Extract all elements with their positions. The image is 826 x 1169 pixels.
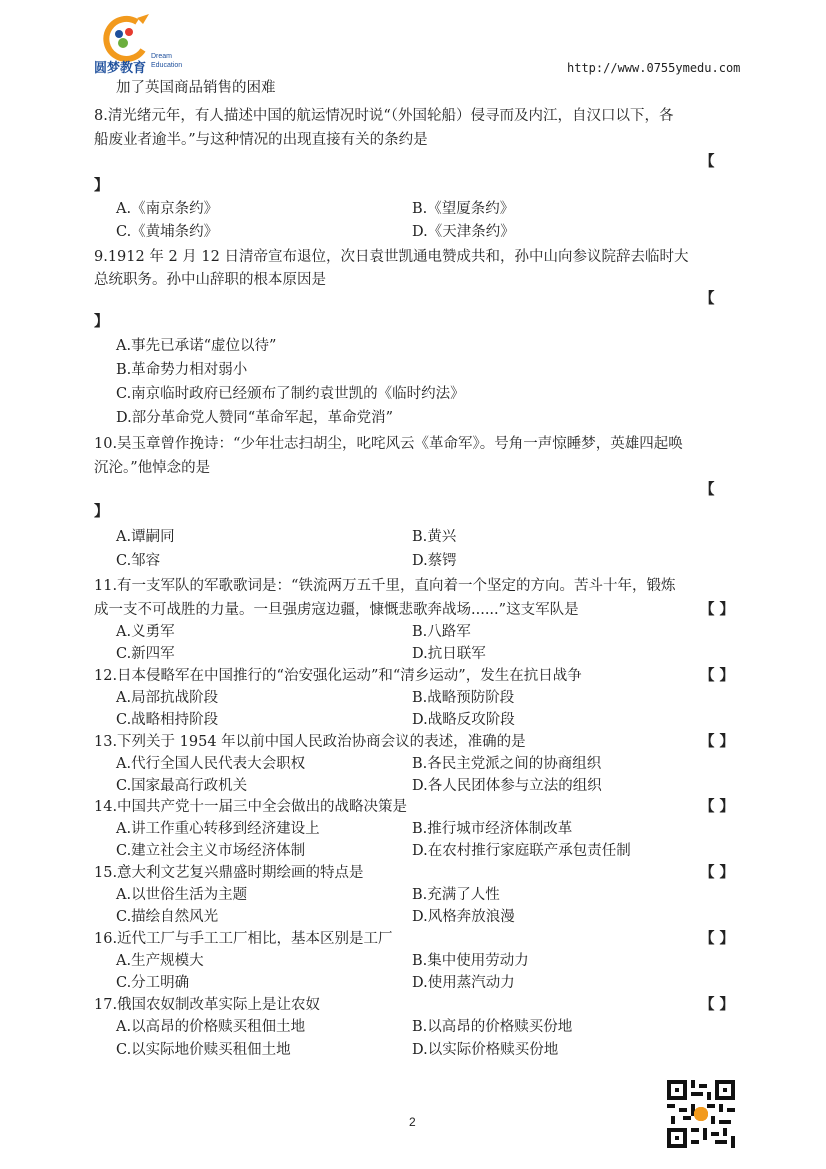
option-d: D.《天津条约》 [412,224,515,240]
question-text: 15.意大利文艺复兴鼎盛时期绘画的特点是 [94,865,364,881]
answer-bracket-open: 【 [700,153,715,170]
answer-bracket: 【 】 [700,864,735,881]
option-d: D.使用蒸汽动力 [412,975,515,991]
question-text: 16.近代工厂与手工工厂相比，基本区别是工厂 [94,931,393,947]
option-c: C.《黄埔条约》 [116,224,219,240]
option-c: C.新四军 [116,646,175,662]
qr-code-icon [667,1080,735,1148]
answer-bracket: 【 】 [700,798,735,815]
option-d: D.部分革命党人赞同“革命军起，革命党消” [116,410,394,426]
logo-text-en2: Education [151,62,183,69]
option-b: B.八路军 [412,624,471,640]
option-b: B.《望厦条约》 [412,201,515,217]
option-c: C.南京临时政府已经颁布了制约袁世凯的《临时约法》 [116,386,465,402]
option-c: C.描绘自然风光 [116,909,219,925]
question-text: 9.1912 年 2 月 12 日清帝宣布退位，次日袁世凯通电赞成共和，孙中山向参议院辞去临时大 [94,249,689,265]
question-text: 12.日本侵略军在中国推行的“治安强化运动”和“清乡运动”，发生在抗日战争 [94,668,582,684]
option-b: B.充满了人性 [412,887,500,903]
option-a: A.事先已承诺“虚位以待” [116,338,277,354]
option-a: A.生产规模大 [116,953,204,969]
answer-bracket-close: 】 [94,503,109,520]
option-c: C.邹容 [116,553,161,569]
question-text: 11.有一支军队的军歌歌词是：“铁流两万五千里，直向着一个坚定的方向。苦斗十年，锻炼 [94,578,676,594]
option-a: A.谭嗣同 [116,529,175,545]
option-a: A.《南京条约》 [116,201,219,217]
option-d: D.风格奔放浪漫 [412,909,515,925]
option-b: B.推行城市经济体制改革 [412,821,573,837]
option-a: A.代行全国人民代表大会职权 [116,756,306,772]
option-c: C.战略相持阶段 [116,712,219,728]
option-c: C.建立社会主义市场经济体制 [116,843,306,859]
option-b: B.集中使用劳动力 [412,953,529,969]
option-a: A.以世俗生活为主题 [116,887,248,903]
header-url[interactable]: http://www.0755ymedu.com [567,61,741,75]
option-a: A.义勇军 [116,624,175,640]
option-d: D.战略反攻阶段 [412,712,515,728]
logo-text-en1: Dream [151,53,173,60]
answer-bracket: 【 】 [700,667,735,684]
option-d: D.在农村推行家庭联产承包责任制 [412,843,631,859]
question-text: 8.清光绪元年，有人描述中国的航运情况时说“（外国轮船）侵寻而及内江，自汉口以下，各 [94,108,674,124]
answer-bracket: 【 】 [700,996,735,1013]
question-text: 10.吴玉章曾作挽诗：“少年壮志扫胡尘，叱咤风云《革命军》。号角一声惊睡梦，英雄四起唤 [94,436,683,452]
option-b: B.革命势力相对弱小 [116,362,248,378]
answer-bracket-close: 】 [94,177,109,194]
answer-bracket: 【 】 [700,733,735,750]
option-d: D.抗日联军 [412,646,486,662]
option-d: D.蔡锷 [412,553,457,569]
answer-bracket-open: 【 [700,481,715,498]
option-d: D.各人民团体参与立法的组织 [412,778,602,794]
option-b: B.战略预防阶段 [412,690,515,706]
logo-text-cn: 圆梦教育 [94,60,147,75]
answer-bracket: 【 】 [700,930,735,947]
option-a: A.局部抗战阶段 [116,690,219,706]
page-number: 2 [409,1115,416,1129]
option-c: C.以实际地价赎买租佃土地 [116,1042,291,1058]
option-a: A.以高昂的价格赎买租佃土地 [116,1019,306,1035]
answer-bracket-open: 【 [700,290,715,307]
intro-line: 加了英国商品销售的困难 [116,80,276,96]
option-a: A.讲工作重心转移到经济建设上 [116,821,320,837]
option-b: B.各民主党派之间的协商组织 [412,756,602,772]
question-text: 总统职务。孙中山辞职的根本原因是 [94,272,326,288]
option-b: B.以高昂的价格赎买份地 [412,1019,573,1035]
question-text: 14.中国共产党十一届三中全会做出的战略决策是 [94,799,408,815]
question-text: 成一支不可战胜的力量。一旦强虏寇边疆，慷慨悲歌奔战场......”这支军队是 [94,602,579,618]
question-text: 13.下列关于 1954 年以前中国人民政治协商会议的表述，准确的是 [94,734,526,750]
question-text: 船废业者逾半。”与这种情况的出现直接有关的条约是 [94,132,428,148]
question-text: 17.俄国农奴制改革实际上是让农奴 [94,997,321,1013]
option-d: D.以实际价格赎买份地 [412,1042,559,1058]
option-c: C.国家最高行政机关 [116,778,248,794]
answer-bracket-close: 】 [94,313,109,330]
question-text: 沉沦。”他悼念的是 [94,460,211,476]
option-c: C.分工明确 [116,975,190,991]
option-b: B.黄兴 [412,529,457,545]
answer-bracket: 【 】 [700,601,735,618]
